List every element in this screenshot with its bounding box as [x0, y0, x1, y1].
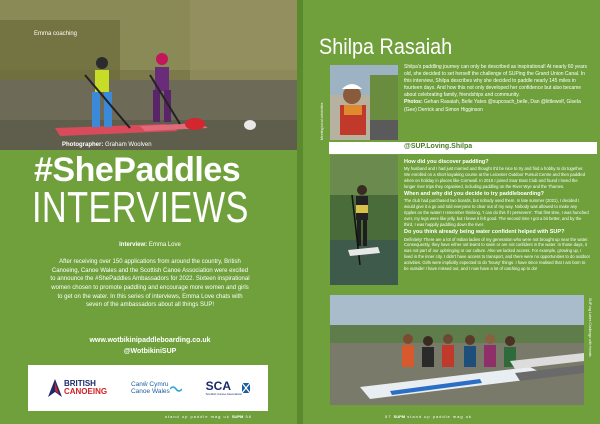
interview-byline — [50, 242, 250, 248]
canoe-wales-text: Canoe Wales — [130, 388, 170, 395]
page-footer-right — [385, 414, 472, 419]
intro-text: After receiving over 150 applications from around the country, British Canoeing, Canoe Wales and the Scottish Canoe Association were excited to announce the #ShePaddles Ambassadors for 2022. Sixteen inspirational women chosen to promote paddling and encourage more women and girls to get on the water. In this series of interviews, Emma Love chats with seven of the ambassadors about all things SUP! — [50, 259, 250, 309]
contact-links — [50, 336, 250, 357]
british-canoeing-emblem-icon — [46, 377, 64, 399]
photos-label: Photos: — [404, 99, 423, 106]
canoe-wales-logo — [131, 381, 182, 396]
interviewee-bio — [404, 64, 590, 114]
saltire-flag-icon — [242, 383, 250, 393]
answer-2: The club had purchased two boards, but nobody used them. In late summer (2021), I decided I would give it a go and told everyone to clear out of my way. Nobody was allowed to make any ripples on the water! I remember thinking, 'I can do this if I persevere'. That first time, I was hunched over, my legs were like jelly, but I knew it felt good. The second time I got a bit better, and by the third, I was happily paddling down the river. — [404, 198, 589, 227]
social-handle-link[interactable]: @WotbikiniSUP — [123, 347, 177, 355]
photo-credit-name: Graham Woolven — [105, 142, 152, 148]
photo-credit — [62, 142, 152, 148]
right-page — [303, 0, 600, 424]
footer-brand: SUPM — [393, 414, 406, 419]
question-2: When and why did you decide to try paddleboarding? — [404, 191, 544, 198]
sca-text: SCA — [205, 379, 232, 393]
page-footer-left — [165, 414, 252, 419]
question-1: How did you discover paddling? — [404, 159, 489, 165]
footer-text: stand up paddle mag uk — [407, 414, 472, 419]
photos-credit: Gehan Rasaiah, Belle Yates @supcoach_belle, Dan @littlewolf, Gisela (Gee) Derrick and Simon Higginson — [404, 99, 581, 113]
bio-text: Shilpa's paddling journey can only be described as inspirational! At nearly 60 years old, she decided to set herself the challenge of SUPing the Grand Union Canal. In this interview, Shilpa describes why she decided to paddle nearly 145 miles in fourteen days. And how this not only developed her confidence but also became about celebrating family, friendships and community. — [404, 64, 588, 99]
photo-caption: Emma coaching — [34, 31, 78, 37]
emma-coaching-photo — [0, 0, 297, 150]
wave-icon — [170, 383, 182, 393]
title-paddles: Paddles — [113, 151, 241, 189]
sca-subtitle: Scottish Canoe Association — [205, 392, 243, 396]
answer-1: My husband and I had just married and thought it'd be nice to try and find a hobby to do together. We enrolled on a short kayaking course at the Leicester Outdoor Pursuit Centre and then paddled when on holiday in places like Cornwall. In 2015 I joined Soar Boat Club and found I loved the longer river trips they organised, including paddling on the River Wye and the Thames. — [404, 166, 586, 189]
photo-caption-vertical-1: Meeting local celebrities — [320, 102, 324, 140]
shilpa-portrait-photo — [330, 65, 398, 140]
question-3: Do you think already being water confident helped with SUP? — [404, 229, 565, 236]
interviewee-name: Shilpa Rasaiah — [319, 34, 453, 59]
partner-logos — [28, 365, 268, 411]
instagram-handle[interactable]: @SUP.Loving.Shilpa — [404, 143, 473, 150]
sca-logo — [206, 380, 250, 396]
interview-label: Interview: — [119, 242, 148, 248]
page-number: 56 — [245, 414, 252, 419]
british-text: BRITISH — [63, 379, 96, 388]
british-canoeing-logo — [46, 377, 107, 399]
canoeing-text: CANOEING — [63, 387, 108, 396]
footer-brand: SUPM — [231, 414, 244, 419]
footer-text: stand up paddle mag uk — [165, 414, 230, 419]
interviews-title: INTERVIEWS — [32, 183, 249, 232]
canw-cymru-text: Canŵ Cymru — [130, 380, 169, 388]
photo-caption-vertical-2: SUP-ing Lakes Challenge with friends — [588, 298, 592, 357]
website-link[interactable]: www.wotbikinipaddleboarding.co.uk — [89, 337, 211, 344]
page-number: 57 — [385, 414, 392, 419]
left-page — [0, 0, 297, 424]
answer-3: Definitely! There are a lot of Indian ladies of my generation who were not brought up near the water. Consequently, they have either not learnt to swim or are not confident in the water. In those days, it was not part of our upbringing or our culture. Also we lacked access. For example, growing up, I lived in the inner city. I didn't have access to transport, and there were no opportunities to do outdoor activities. Girls were implicitly expected to do 'housy' things. I have since realised that I am born to be outside! I have missed out, and I now have a lot of catching up to do! — [404, 236, 591, 271]
photo-credit-label: Photographer: — [62, 142, 104, 148]
title-she: #She — [34, 151, 114, 189]
group-photo — [330, 295, 584, 405]
she-paddles-title — [34, 153, 240, 187]
qa-section — [404, 157, 590, 273]
shilpa-paddling-photo — [330, 155, 398, 285]
interview-name: Emma Love — [148, 242, 181, 248]
